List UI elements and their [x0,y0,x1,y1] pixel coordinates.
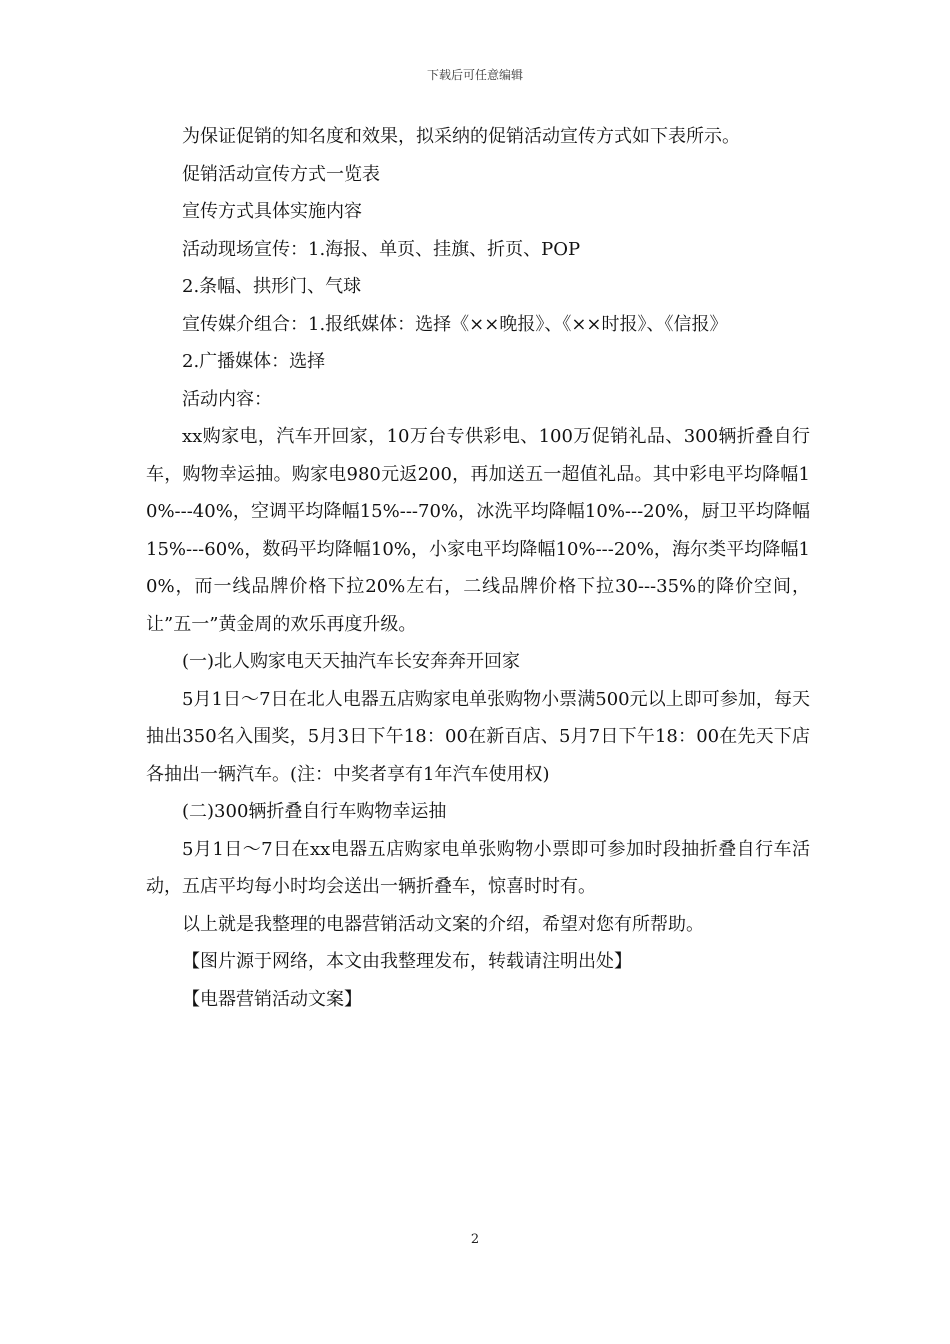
paragraph-onsite-promo: 活动现场宣传：1.海报、单页、挂旗、折页、POP [182,238,581,260]
paragraph-section-two-body: 5月1日～7日在xx电器五店购家电单张购物小票即可参加时段抽折叠自行车活动，五店平均每小时均会送出一辆折叠车，惊喜时时有。 [146,838,810,897]
page-number: 2 [470,1232,480,1247]
paragraph-activity-heading: 活动内容： [182,388,272,410]
paragraph-table-header: 宣传方式具体实施内容 [182,201,362,222]
paragraph-doc-tag: 【电器营销活动文案】 [182,988,362,1010]
paragraph-closing: 以上就是我整理的电器营销活动文案的介绍，希望对您有所帮助。 [182,913,704,935]
paragraph-source-note: 【图片源于网络，本文由我整理发布，转载请注明出处】 [182,951,632,972]
paragraph-radio-media: 2.广播媒体：选择 [182,351,326,372]
paragraph-intro: 为保证促销的知名度和效果，拟采纳的促销活动宣传方式如下表所示。 [182,126,740,147]
paragraph-media-mix: 宣传媒介组合：1.报纸媒体：选择《××晚报》、《××时报》、《信报》 [182,313,728,335]
paragraph-onsite-promo-2: 2.条幅、拱形门、气球 [182,276,362,297]
paragraph-section-one-body: 5月1日～7日在北人电器五店购家电单张购物小票满500元以上即可参加，每天抽出350名入围奖，5月3日下午18：00在新百店、5月7日下午18：00在先天下店各抽出一辆汽车。(注：中奖者享有1年汽车使用权) [146,688,810,785]
paragraph-section-two-title: (二)300辆折叠自行车购物幸运抽 [182,801,447,822]
paragraph-section-one-title: (一)北人购家电天天抽汽车长安奔奔开回家 [182,651,521,672]
paragraph-table-title: 促销活动宣传方式一览表 [182,163,380,185]
paragraph-activity-details: xx购家电，汽车开回家，10万台专供彩电、100万促销礼品、300辆折叠自行车，购物幸运抽。购家电980元返200，再加送五一超值礼品。其中彩电平均降幅10%---40%，空调平均降幅15%---70%，冰洗平均降幅10%---20%，厨卫平均降幅15%---60%，数码平均降幅10%，小家电平均降幅10%---20%，海尔类平均降幅10%，而一线品牌价格下拉20%左右，二线品牌价格下拉30---35%的降价空间，让”五一”黄金周的欢乐再度升级。 [146,426,811,635]
document-body [146,118,810,1018]
page-header: 下载后可任意编辑 [426,68,523,82]
